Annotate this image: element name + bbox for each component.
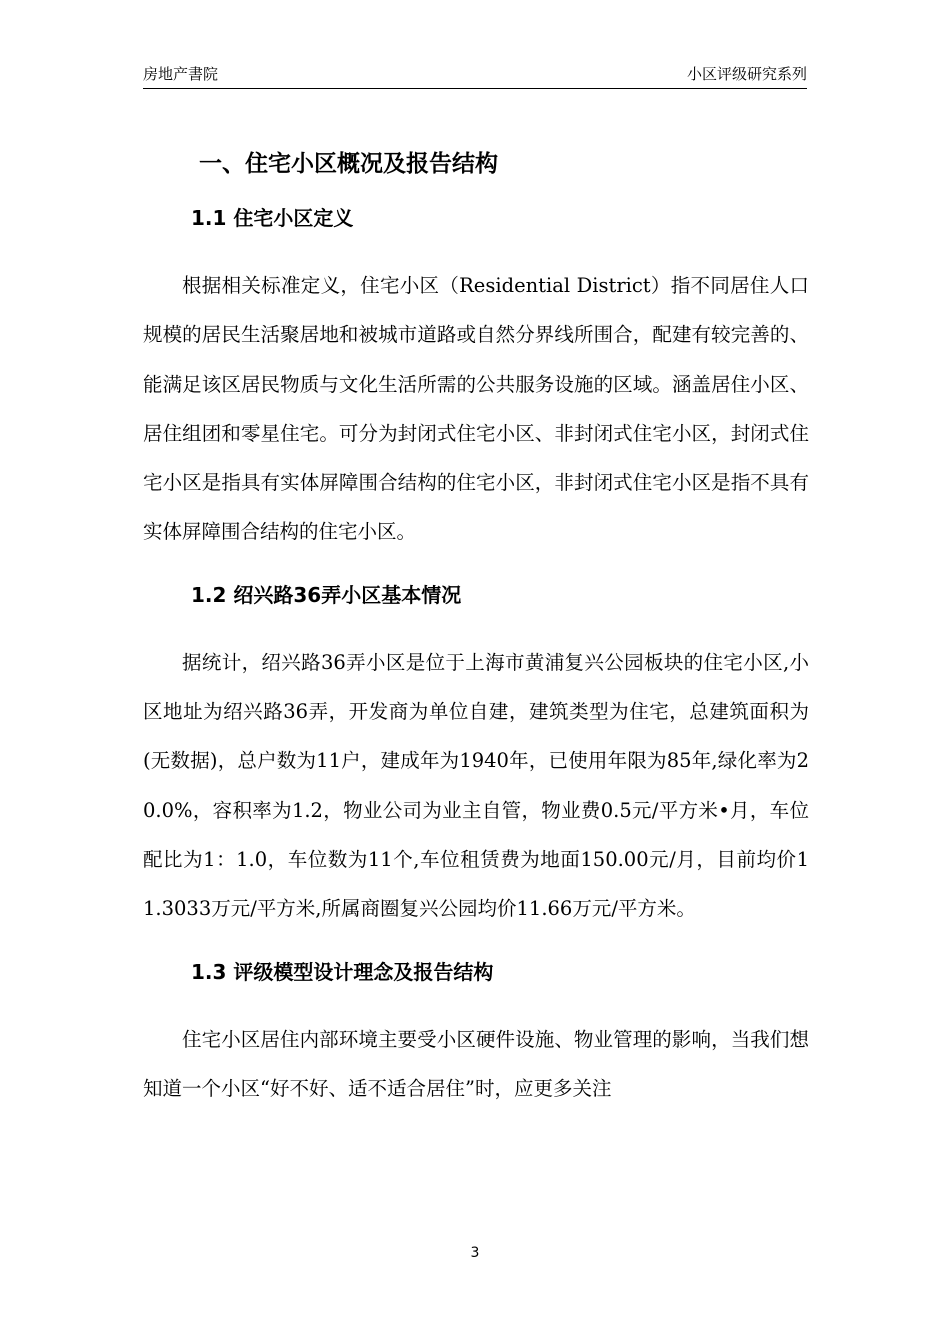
subsection-heading-1-3: 1.3 评级模型设计理念及报告结构 (191, 959, 494, 984)
subsection-heading-1-1: 1.1 住宅小区定义 (191, 206, 354, 230)
paragraph-model-design: 住宅小区居住内部环境主要受小区硬件设施、物业管理的影响，当我们想知道一个小区“好不好、适不适合居住”时，应更多关注 (143, 1027, 809, 1100)
subsection-heading-1-2: 1.2 绍兴路36弄小区基本情况 (191, 582, 462, 607)
paragraph-definition: 根据相关标准定义，住宅小区（Residential District）指不同居住人口规模的居民生活聚居地和被城市道路或自然分界线所围合，配建有较完善的、能满足该区居民物质与文化生活所需的公共服务设施的区域。涵盖居住小区、居住组团和零星住宅。可分为封闭式住宅小区、非封闭式住宅小区，封闭式住宅小区是指具有实体屏障围合结构的住宅小区，非封闭式住宅小区是指不具有实体屏障围合结构的住宅小区。 (143, 274, 809, 544)
paragraph-basic-info: 据统计，绍兴路36弄小区是位于上海市黄浦复兴公园板块的住宅小区,小区地址为绍兴路36弄，开发商为单位自建，建筑类型为住宅，总建筑面积为(无数据)，总户数为11户，建成年为1940年，已使用年限为85年,绿化率为20.0%，容积率为1.2，物业公司为业主自管，物业费0.5元/平方米•月，车位配比为1：1.0，车位数为11个,车位租赁费为地面150.00元/月，目前均价11.3033万元/平方米,所属商圈复兴公园均价11.66万元/平方米。 (143, 650, 809, 921)
header-left-title: 房地产書院 (143, 65, 219, 83)
page-header (143, 60, 807, 89)
document-body (143, 144, 809, 1113)
page-number: 3 (470, 1245, 480, 1261)
header-right-title: 小区评级研究系列 (686, 65, 807, 83)
section-heading: 一、住宅小区概况及报告结构 (199, 151, 498, 177)
